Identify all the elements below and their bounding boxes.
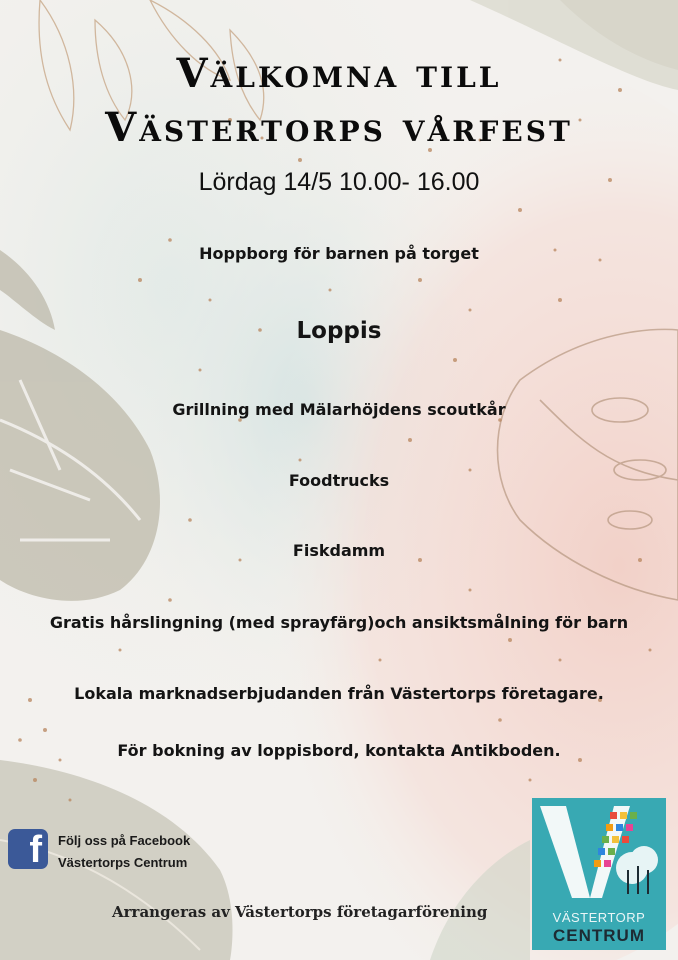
organizer-text: Arrangeras av Västertorps företagarförening (112, 903, 488, 921)
facebook-page-name: Västertorps Centrum (58, 855, 188, 870)
logo-text-line-1: VÄSTERTORP (552, 910, 646, 925)
item-bokning: För bokning av loppisbord, kontakta Antikboden. (117, 741, 561, 760)
event-date: Lördag 14/5 10.00- 16.00 (198, 168, 480, 196)
facebook-follow-text: Följ oss på Facebook (58, 833, 191, 848)
item-foodtrucks: Foodtrucks (288, 471, 390, 490)
title-line-2: Västertorps vårfest (105, 104, 573, 151)
logo-text-line-2: CENTRUM (553, 926, 645, 945)
facebook-icon[interactable]: f (8, 829, 48, 869)
logo-mark-icon (532, 798, 666, 910)
item-hoppborg: Hoppborg för barnen på torget (199, 244, 479, 263)
item-loppis: Loppis (296, 318, 382, 344)
title-line-1: Välkomna till (176, 50, 502, 97)
vastertorp-centrum-logo (532, 798, 666, 950)
item-marknadserbjudanden: Lokala marknadserbjudanden från Västertorps företagare. (74, 684, 604, 703)
item-fiskdamm: Fiskdamm (292, 541, 386, 560)
item-harslingning: Gratis hårslingning (med sprayfärg)och ansiktsmålning för barn (49, 613, 629, 632)
item-grillning: Grillning med Mälarhöjdens scoutkår (172, 400, 506, 419)
